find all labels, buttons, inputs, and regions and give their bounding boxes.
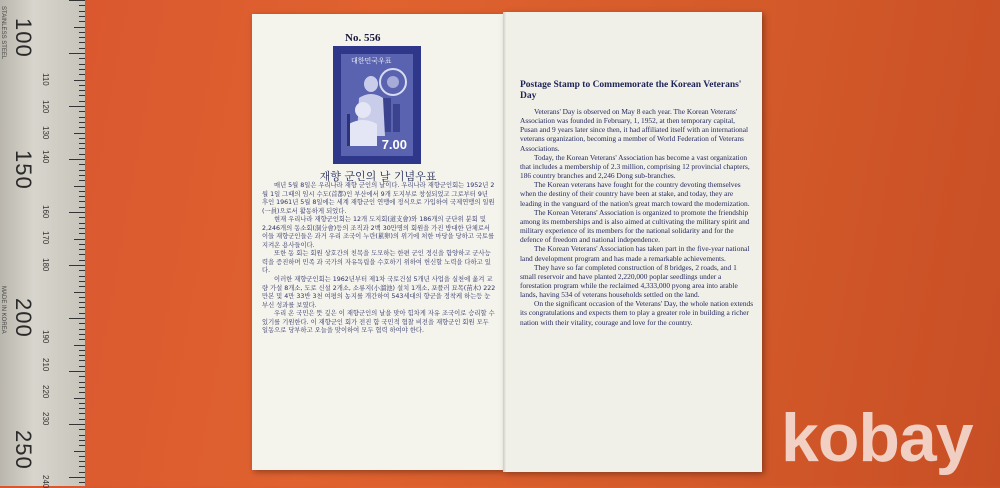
ruler-tick xyxy=(79,403,85,404)
ruler-tick xyxy=(79,21,85,22)
ruler-small-number: 210 xyxy=(41,358,50,372)
ruler-tick xyxy=(79,207,85,208)
english-title: Postage Stamp to Commemorate the Korean Veterans' Day xyxy=(520,80,742,101)
ruler-brand-top: STAINLESS STEEL xyxy=(0,6,6,60)
ruler-tick xyxy=(79,249,85,250)
ruler-small-number: 170 xyxy=(41,231,50,245)
ruler-tick xyxy=(79,201,85,202)
ruler-tick xyxy=(69,477,85,478)
ruler-small-number: 110 xyxy=(41,73,50,86)
english-body xyxy=(520,107,754,327)
english-paragraph: The Korean Veterans' Association is organized to promote the friendship among its memberships and is also aimed at cultivating the military spirit and military experience of its members for the national solidarity and for the defence of freedom and national independence. xyxy=(520,207,750,245)
ruler-tick xyxy=(79,387,85,388)
ruler-tick xyxy=(79,191,85,192)
ruler-tick xyxy=(74,345,85,346)
ruler-tick xyxy=(79,127,85,128)
ruler-tick xyxy=(74,80,85,81)
ruler-tick xyxy=(79,48,85,49)
ruler-number-200: 200 xyxy=(11,298,36,338)
ruler-tick xyxy=(79,429,85,430)
ruler-small-number: 180 xyxy=(41,258,50,272)
booklet-number: No. 556 xyxy=(345,32,381,44)
ruler-tick xyxy=(79,95,85,96)
ruler-tick xyxy=(79,228,85,229)
korean-paragraph: 현재 우리나라 재향군인회는 12개 도지회(道支會)와 186개의 군단위 분회 및 2,246개의 동소회(洞分會)등의 조직과 2백 30만명의 회원을 가진 방대한 단체로서 이들 재향군인들은 과거 우리 조국이 누란(累卵)의 위기에 처한 마당을 당하고 국토를 지켜온 용사들이다. xyxy=(262,216,495,249)
ruler-tick xyxy=(79,101,85,102)
ruler-tick xyxy=(74,133,85,134)
ruler-small-number: 160 xyxy=(41,205,50,219)
ruler-tick xyxy=(79,143,85,144)
ruler-tick xyxy=(79,281,85,282)
ruler-tick xyxy=(79,117,85,118)
ruler-tick xyxy=(79,445,85,446)
ruler-tick xyxy=(79,180,85,181)
korean-paragraph: 매년 5월 8일은 우리나라 재향 군인의 날이다. 우리나라 재향군인회는 1952년 2월 1일 그때의 임시 수도(首都)인 부산에서 9개 도지부로 창설되었고 그로부터 9년 후인 1961년 5월 8일에는 세계 재향군인 연맹에 정식으로 가입하여 국제연맹의 일원(一員)으로서 활동하게 되었다. xyxy=(262,182,495,215)
ruler-tick xyxy=(79,233,85,234)
ruler-tick xyxy=(79,276,85,277)
ruler-tick xyxy=(79,16,85,17)
ruler-tick xyxy=(69,0,85,1)
ruler-tick xyxy=(79,334,85,335)
ruler-tick xyxy=(79,382,85,383)
ruler-tick xyxy=(79,196,85,197)
ruler-tick xyxy=(79,323,85,324)
english-paragraph: Veterans' Day is observed on May 8 each year. The Korean Veterans' Association was founded in February, 1, 1952, at then temporary capital, Pusan and 9 years later since then, it had affiliated itself with an international veterans organization, becoming a member of World Federation of Veterans Associations. xyxy=(520,107,749,153)
english-paragraph: They have so far completed construction of 8 bridges, 2 roads, and 1 small reservoir and have planted 2,220,000 poplar seedlings under a forestation program while the reclaimed 4,333,000 pyong area into arable lands, having 534 of veterans households settled on the land. xyxy=(520,262,738,300)
ruler-tick xyxy=(74,292,85,293)
ruler-tick xyxy=(79,270,85,271)
ruler-number-150: 150 xyxy=(11,150,36,190)
english-paragraph: On the significant occasion of the Veterans' Day, the whole nation extends its congratulations and expects them to play a greater role in building a richer nation with their vitality, courage and love for the country. xyxy=(520,299,754,327)
kobay-watermark-logo: kobay xyxy=(781,400,973,476)
korean-paragraph: 또한 동 회는 회원 상호간의 친목을 도모하는 한편 군인 정신을 함양하고 군사능력을 증진하며 민족 과 국가의 자유독립을 수호하기 위하여 헌신할 노력을 다하고 있다. xyxy=(262,250,491,275)
ruler-tick xyxy=(79,58,85,59)
ruler-tick xyxy=(74,27,85,28)
english-paragraph: The Korean veterans have fought for the country devoting themselves when the destiny of their country have been at stake, and today, they are leading in the vanguard of the nation's great march toward the modernization. xyxy=(520,180,750,208)
ruler-tick xyxy=(79,37,85,38)
ruler-tick xyxy=(79,466,85,467)
ruler-tick xyxy=(79,286,85,287)
ruler-small-number: 240 xyxy=(41,475,50,488)
stamp xyxy=(333,46,421,164)
ruler-small-number: 130 xyxy=(41,126,50,140)
ruler-tick xyxy=(79,313,85,314)
ruler-tick xyxy=(79,69,85,70)
ruler-tick xyxy=(69,159,85,160)
ruler-tick xyxy=(79,472,85,473)
korean-body xyxy=(262,182,496,336)
ruler-tick xyxy=(79,138,85,139)
ruler-tick xyxy=(79,5,85,6)
stamp-country: 대한민국우표 xyxy=(351,57,392,65)
ruler-tick xyxy=(79,366,85,367)
ruler-tick xyxy=(79,32,85,33)
ruler-tick xyxy=(79,85,85,86)
ruler-tick xyxy=(79,11,85,12)
ruler-tick xyxy=(69,212,85,213)
korean-paragraph: 이러한 재향군인회는 1962년부터 제1차 국토건설 5개년 사업을 실천에 옮겨 교량 가설 8개소, 도로 신설 2개소, 소류지(小溜池) 설치 1개소, 포플러 묘목(苗木) 222만본 및 4만 33반 3천 여평의 농지를 개간하여 543세대의 향군을 정착케 하는등 눈부신 성과를 보였다. xyxy=(262,276,496,309)
korean-title: 재향 군인의 날 기념우표 xyxy=(319,170,437,183)
ruler-tick xyxy=(79,350,85,351)
ruler-tick xyxy=(79,408,85,409)
ruler-tick xyxy=(79,64,85,65)
ruler-tick xyxy=(79,435,85,436)
ruler-tick xyxy=(79,440,85,441)
ruler-tick xyxy=(79,307,85,308)
ruler-tick xyxy=(79,154,85,155)
ruler-tick xyxy=(74,451,85,452)
ruler-tick xyxy=(74,398,85,399)
ruler-tick xyxy=(69,424,85,425)
ruler-tick xyxy=(79,244,85,245)
stamp-value: 7.00 xyxy=(381,137,407,152)
ruler-tick xyxy=(79,260,85,261)
ruler-tick xyxy=(79,329,85,330)
ruler-tick xyxy=(79,148,85,149)
ruler-tick xyxy=(74,186,85,187)
ruler-tick xyxy=(79,122,85,123)
booklet-fold xyxy=(503,12,506,472)
ruler-small-number: 140 xyxy=(41,150,50,164)
ruler-tick xyxy=(79,456,85,457)
ruler-tick xyxy=(79,223,85,224)
ruler-tick xyxy=(79,339,85,340)
ruler-tick xyxy=(79,413,85,414)
ruler-tick xyxy=(69,265,85,266)
ruler-tick xyxy=(79,376,85,377)
ruler-tick xyxy=(79,42,85,43)
ruler-tick xyxy=(79,297,85,298)
ruler-brand-mid: MADE IN KOREA xyxy=(0,286,6,334)
ruler-tick xyxy=(69,106,85,107)
ruler-number-100: 100 xyxy=(11,18,36,58)
english-paragraph: Today, the Korean Veterans' Association has become a vast organization that includes a membership of 2.3 million, comprising 12 provincial chapters, 186 country branches and 2,246 Dong sub-branches. xyxy=(520,152,750,181)
ruler-small-number: 190 xyxy=(41,330,50,344)
ruler-tick xyxy=(69,53,85,54)
ruler-tick xyxy=(79,74,85,75)
ruler-tick xyxy=(79,254,85,255)
ruler-tick xyxy=(79,461,85,462)
ruler-tick xyxy=(79,482,85,483)
korean-paragraph: 우리 온 국민은 뜻 깊은 이 재향군인의 날을 맞아 힘차게 자유 조국이로 승리할 수 있기를 기원한다. 이 재향군인 회가 전진 함 국민적 협찰 비전을 재향군인 회원 모두 일동으로 당부하고 오늘을 맞이하여 모두 협력 하여야 한다. xyxy=(262,310,495,335)
ruler-tick xyxy=(79,302,85,303)
ruler-tick xyxy=(79,392,85,393)
english-paragraph: The Korean Veterans' Association has taken part in the five-year national land development program and has made a remarkable achievements. xyxy=(520,244,750,263)
ruler-tick xyxy=(79,170,85,171)
ruler-tick xyxy=(79,175,85,176)
ruler-tick xyxy=(79,111,85,112)
ruler-tick xyxy=(74,239,85,240)
ruler-tick xyxy=(69,371,85,372)
ruler-small-number: 230 xyxy=(41,412,50,426)
ruler xyxy=(0,0,85,486)
stamp-image xyxy=(341,54,413,156)
ruler-tick xyxy=(79,360,85,361)
ruler-tick xyxy=(69,318,85,319)
ruler-small-number: 120 xyxy=(41,100,50,114)
ruler-tick xyxy=(79,419,85,420)
ruler-tick xyxy=(79,355,85,356)
ruler-tick xyxy=(79,90,85,91)
ruler-number-250: 250 xyxy=(11,430,36,470)
ruler-tick xyxy=(79,217,85,218)
ruler-small-number: 220 xyxy=(41,385,50,399)
ruler-tick xyxy=(79,164,85,165)
